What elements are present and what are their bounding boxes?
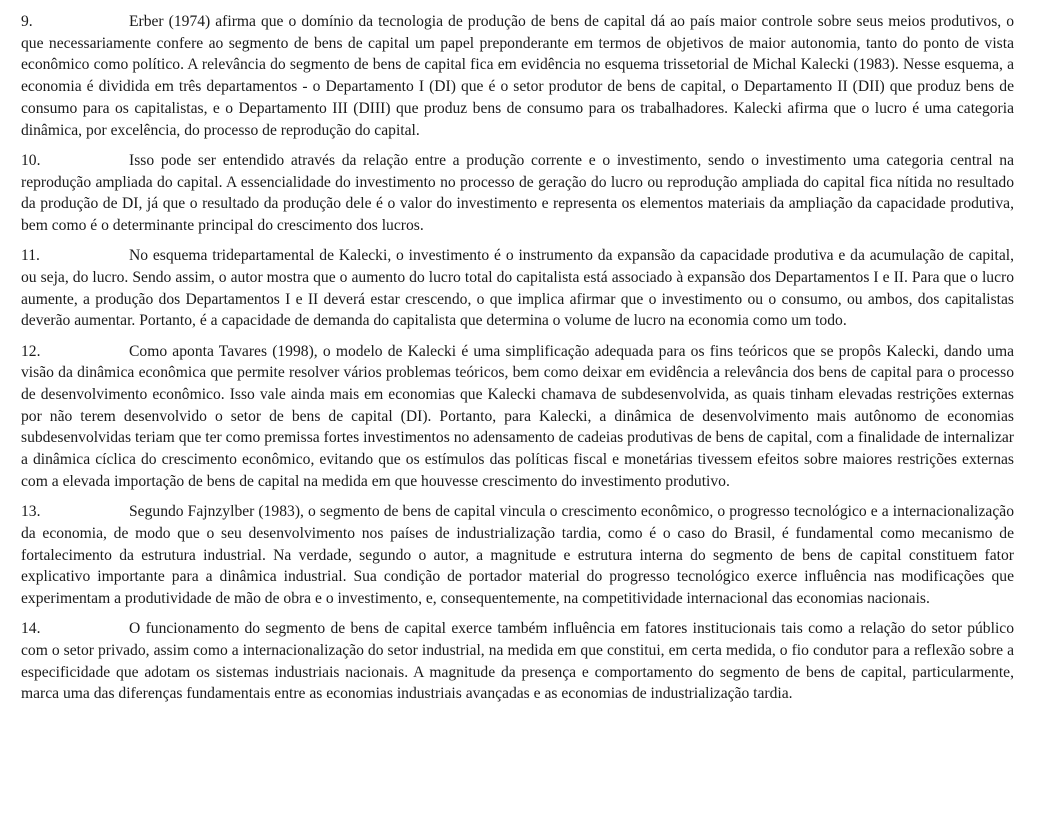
paragraph-11 [21,245,1014,332]
paragraph-number: 12. [21,342,41,360]
paragraph-10 [21,150,1014,237]
document-body [21,11,1014,714]
paragraph-number: 10. [21,151,41,169]
paragraph-9 [21,11,1014,141]
paragraph-13 [21,501,1014,610]
paragraph-text: Como aponta Tavares (1998), o modelo de Kalecki é uma simplificação adequada para os fins teóricos que se propôs Kalecki, dando uma visão da dinâmica econômica que permite resolver vários problemas teóricos, bem como deixar em evidência a relevância dos bens de capital para o processo de desenvolvimento econômico. Isso vale ainda mais em economias que Kalecki chamava de subdesenvolvida, as quais tinham elevadas restrições externas por não terem desenvolvido o setor de bens de capital (DI). Portanto, para Kalecki, a dinâmica de desenvolvimento mais autônomo de economias subdesenvolvidas teriam que ter como premissa fortes investimentos no adensamento de cadeias produtivas de bens de capital, com a finalidade de internalizar a dinâmica cíclica do crescimento econômico, evitando que os estímulos das políticas fiscal e monetárias tivessem efeitos sobre maiores restrições externas com a elevada importação de bens de capital na medida em que houvesse crescimento do investimento produtivo. [21,342,1014,490]
paragraph-number: 13. [21,503,41,521]
paragraph-text: Isso pode ser entendido através da relação entre a produção corrente e o investimento, sendo o investimento uma categoria central na reprodução ampliada do capital. A essencialidade do investimento no processo de geração do lucro ou reprodução ampliada do capital fica nítida no resultado da produção de DI, já que o resultado da produção dele é o valor do investimento e representa os elementos materiais da ampliação da capacidade produtiva, bem como é o determinante principal do crescimento dos lucros. [21,151,1014,234]
paragraph-number: 11. [21,247,40,265]
paragraph-text: O funcionamento do segmento de bens de capital exerce também influência em fatores institucionais tais como a relação do setor público com o setor privado, assim como a internacionalização do setor industrial, na medida em que constitui, em certa medida, o fio condutor para a reflexão sobre a especificidade que adotam os sistemas industriais nacionais. A magnitude da presença e comportamento do segmento de bens de capital, particularmente, marca uma das diferenças fundamentais entre as economias industriais avançadas e as economias de industrialização tardia. [21,620,1014,703]
paragraph-text: Erber (1974) afirma que o domínio da tecnologia de produção de bens de capital dá ao país maior controle sobre seus meios produtivos, o que necessariamente confere ao segmento de bens de capital um papel preponderante em termos de objetivos de maior autonomia, tanto do ponto de vista econômico como político. A relevância do segmento de bens de capital fica em evidência no esquema trissetorial de Michal Kalecki (1983). Nesse esquema, a economia é dividida em três departamentos - o Departamento I (DI) que é o setor produtor de bens de capital, o Departamento II (DII) que produz bens de consumo para os capitalistas, e o Departamento III (DIII) que produz bens de consumo para os trabalhadores. Kalecki afirma que o lucro é uma categoria dinâmica, por excelência, do processo de reprodução do capital. [21,13,1014,139]
paragraph-text: Segundo Fajnzylber (1983), o segmento de bens de capital vincula o crescimento econômico, o progresso tecnológico e a internacionalização da economia, de modo que o seu desenvolvimento nos países de industrialização tardia, como é o caso do Brasil, é fundamental como mecanismo de fortalecimento da estrutura industrial. Na verdade, segundo o autor, a magnitude e estrutura interna do segmento de bens de capital constituem fator explicativo importante para a dinâmica industrial. Sua condição de portador material do progresso tecnológico exerce influência nas modificações que experimentam a produtividade de mão de obra e o investimento, e, consequentemente, na competitividade internacional das economias nacionais. [21,503,1014,607]
paragraph-14 [21,618,1014,705]
paragraph-number: 14. [21,620,41,638]
paragraph-number: 9. [21,13,33,30]
paragraph-text: No esquema tridepartamental de Kalecki, o investimento é o instrumento da expansão da capacidade produtiva e da acumulação de capital, ou seja, do lucro. Sendo assim, o autor mostra que o aumento do lucro total do capitalista está associado à expansão dos Departamentos I e II. Para que o lucro aumente, a produção dos Departamentos I e II deverá estar crescendo, o que implica afirmar que o investimento ou o consumo, ou ambos, dos capitalistas deverão aumentar. Portanto, é a capacidade de demanda do capitalista que determina o volume de lucro na economia como um todo. [21,247,1014,330]
paragraph-12 [21,341,1014,493]
